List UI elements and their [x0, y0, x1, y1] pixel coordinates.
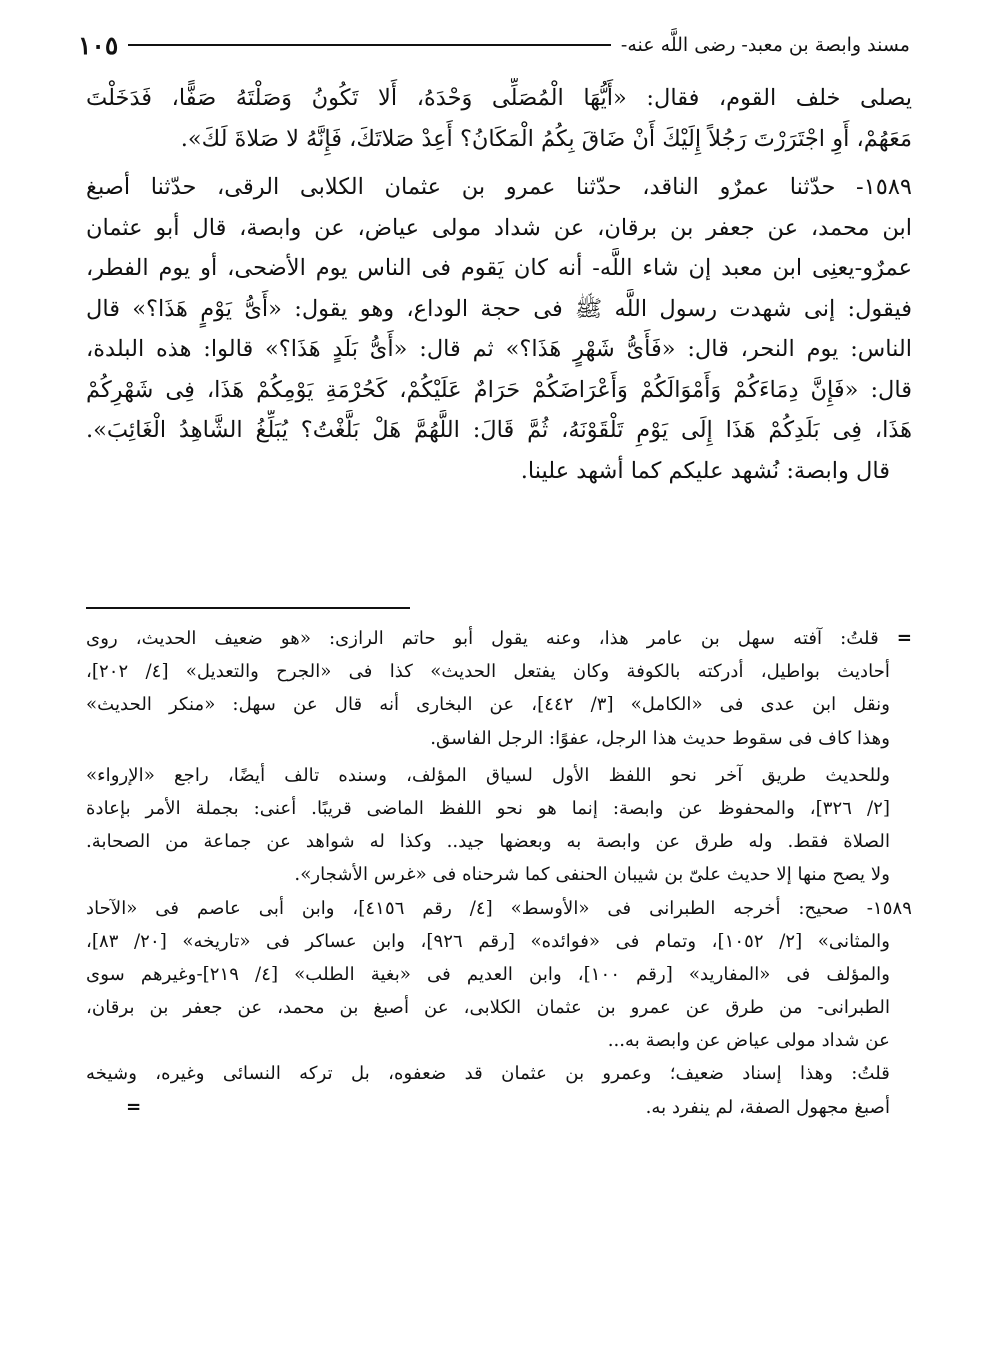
text-line: قال: «فَإِنَّ دِمَاءَكُمْ وَأَمْوَالَكُمْ وَأَعْرَاضَكُمْ حَرَامٌ عَلَيْكُمْ، كَحُرْمَةِ يَوْمِكُمْ هَذَا، فِى شَهْرِكُمْ — [86, 376, 912, 403]
footnote-line: وهذا كاف فى سقوط حديث هذا الرجل، عفوًا: الرجل الفاسق. — [430, 727, 890, 749]
footnote-text: أصبغ مجهول الصفة، لم ينفرد به. — [645, 1096, 890, 1118]
text-line: هَذَا، فِى بَلَدِكُمْ هَذَا إِلَى يَوْمِ تَلْقَوْنَهُ، ثُمَّ قَالَ: اللَّهُمَّ هَلْ بَلَّغْتُ؟ يُبَلِّغُ الشَّاهِدُ الْغَائِبَ». — [86, 417, 912, 443]
page-number: ١٠٥ — [78, 30, 119, 60]
text-line: الناس: يوم النحر، قال: «فَأَىُّ شَهْرٍ هَذَا؟» ثم قال: «أَىُّ بَلَدٍ هَذَا؟» قالوا: هذه البلدة، — [86, 336, 912, 362]
footnote-line: الصلاة فقط. وله طرق عن وابصة به وبعضها جيد.. وكذا له شواهد عن جماعة من الصحابة. — [86, 831, 890, 853]
end-mark: = — [126, 1096, 142, 1118]
footnote-line: عن شداد مولى عياض عن وابصة به... — [607, 1030, 890, 1052]
footnote-divider — [86, 607, 410, 609]
hadith-1589-line: ١٥٨٩- حدّثنا عمرٌو الناقد، حدّثنا عمرو بن عثمان الكلابى الرقى، حدّثنا أصبغ — [86, 174, 912, 200]
footnote-line — [86, 1091, 912, 1124]
footnote-line: الطبرانى- من طرق عن عمرو بن عثمان الكلابى، عن أصبغ بن محمد، عن جعفر بن برقان، — [86, 997, 890, 1019]
text-line: ابن محمد، عن جعفر بن برقان، عن شداد مولى عياض، عن وابصة، قال أبو عثمان — [86, 214, 912, 241]
running-title: مسند وابصة بن معبد- رضى اللَّه عنه- — [620, 34, 910, 56]
footnote-line: والمثانى» [٢/ ١٠٥٢]، وتمام فى «فوائده» [رقم ٩٢٦]، وابن عساكر فى «تاريخه» [٢٠/ ٨٣]، — [86, 930, 890, 952]
main-text — [86, 78, 912, 491]
continuation-mark: = — [896, 628, 912, 649]
footnote-line: ونقل ابن عدى فى «الكامل» [٣/ ٤٤٢]، عن البخارى أنه قال عن سهل: «منكر الحديث» — [86, 694, 890, 716]
footnote-text: قلتُ: آفته سهل بن عامر هذا، وعنه يقول أبو حاتم الرازى: «هو ضعيف الحديث، روى — [86, 628, 879, 649]
header-rule — [128, 44, 611, 46]
footnote-line: قلتُ: وهذا إسناد ضعيف؛ وعمرو بن عثمان قد ضعفوه، بل تركه النسائى وغيره، وشيخه — [86, 1063, 890, 1085]
footnotes — [86, 622, 912, 1124]
text-line: فيقول: إنى شهدت رسول اللَّه ﷺ فى حجة الوداع، وهو يقول: «أَىُّ يَوْمٍ هَذَا؟» قال — [86, 295, 912, 322]
takhrij-1589-line: ١٥٨٩- صحيح: أخرجه الطبرانى فى «الأوسط» [٤/ رقم ٤١٥٦]، وابن أبى عاصم فى «الآحاد — [86, 897, 912, 919]
footnote-line — [86, 622, 912, 655]
footnote-line: وللحديث طريق آخر نحو اللفظ الأول لسياق المؤلف، وسنده تالف أيضًا، راجع «الإرواء» — [86, 764, 890, 786]
footnote-line: [٢/ ٣٢٦]، والمحفوظ عن وابصة: إنما هو نحو اللفظ الماضى قريبًا. أعنى: بجملة الأمر بإعادة — [86, 797, 890, 819]
page-header — [78, 28, 910, 62]
text-line: قال وابصة: نُشهد عليكم كما أشهد علينا. — [520, 457, 890, 484]
footnote-line: ولا يصح منها إلا حديث علىّ بن شيبان الحنفى كما شرحناه فى «غرس الأشجار». — [294, 864, 890, 886]
footnote-line: أحاديث بواطيل، أدركته بالكوفة وكان يفتعل الحديث» كذا فى «الجرح والتعديل» [٤/ ٢٠٢]، — [86, 661, 890, 683]
footnote-line: والمؤلف فى «المفاريد» [رقم ١٠٠]، وابن العديم فى «بغية الطلب» [٤/ ٢١٩]-وغيرهم سوى — [86, 963, 891, 985]
text-line: عمرٌو-يعنِى ابن معبد إن شاء اللَّه- أنه كان يَقوم فى الناس يوم الأضحى، أو يوم الفطر، — [86, 255, 912, 281]
text-line: مَعَهُمْ، أَوِ اجْتَرَرْتَ رَجُلاً إِلَيْكَ أَنْ ضَاقَ بِكُمُ الْمَكَانُ؟ أَعِدْ صَلاتَكَ، فَإِنَّهُ لا صَلاةَ لَكَ». — [180, 125, 912, 152]
text-line: يصلى خلف القوم، فقال: «أَيُّهَا الْمُصَلِّى وَحْدَهُ، أَلا تَكُونُ وَصَلْتَهُ صَفًّا، فَدَخَلْتَ — [86, 85, 912, 111]
